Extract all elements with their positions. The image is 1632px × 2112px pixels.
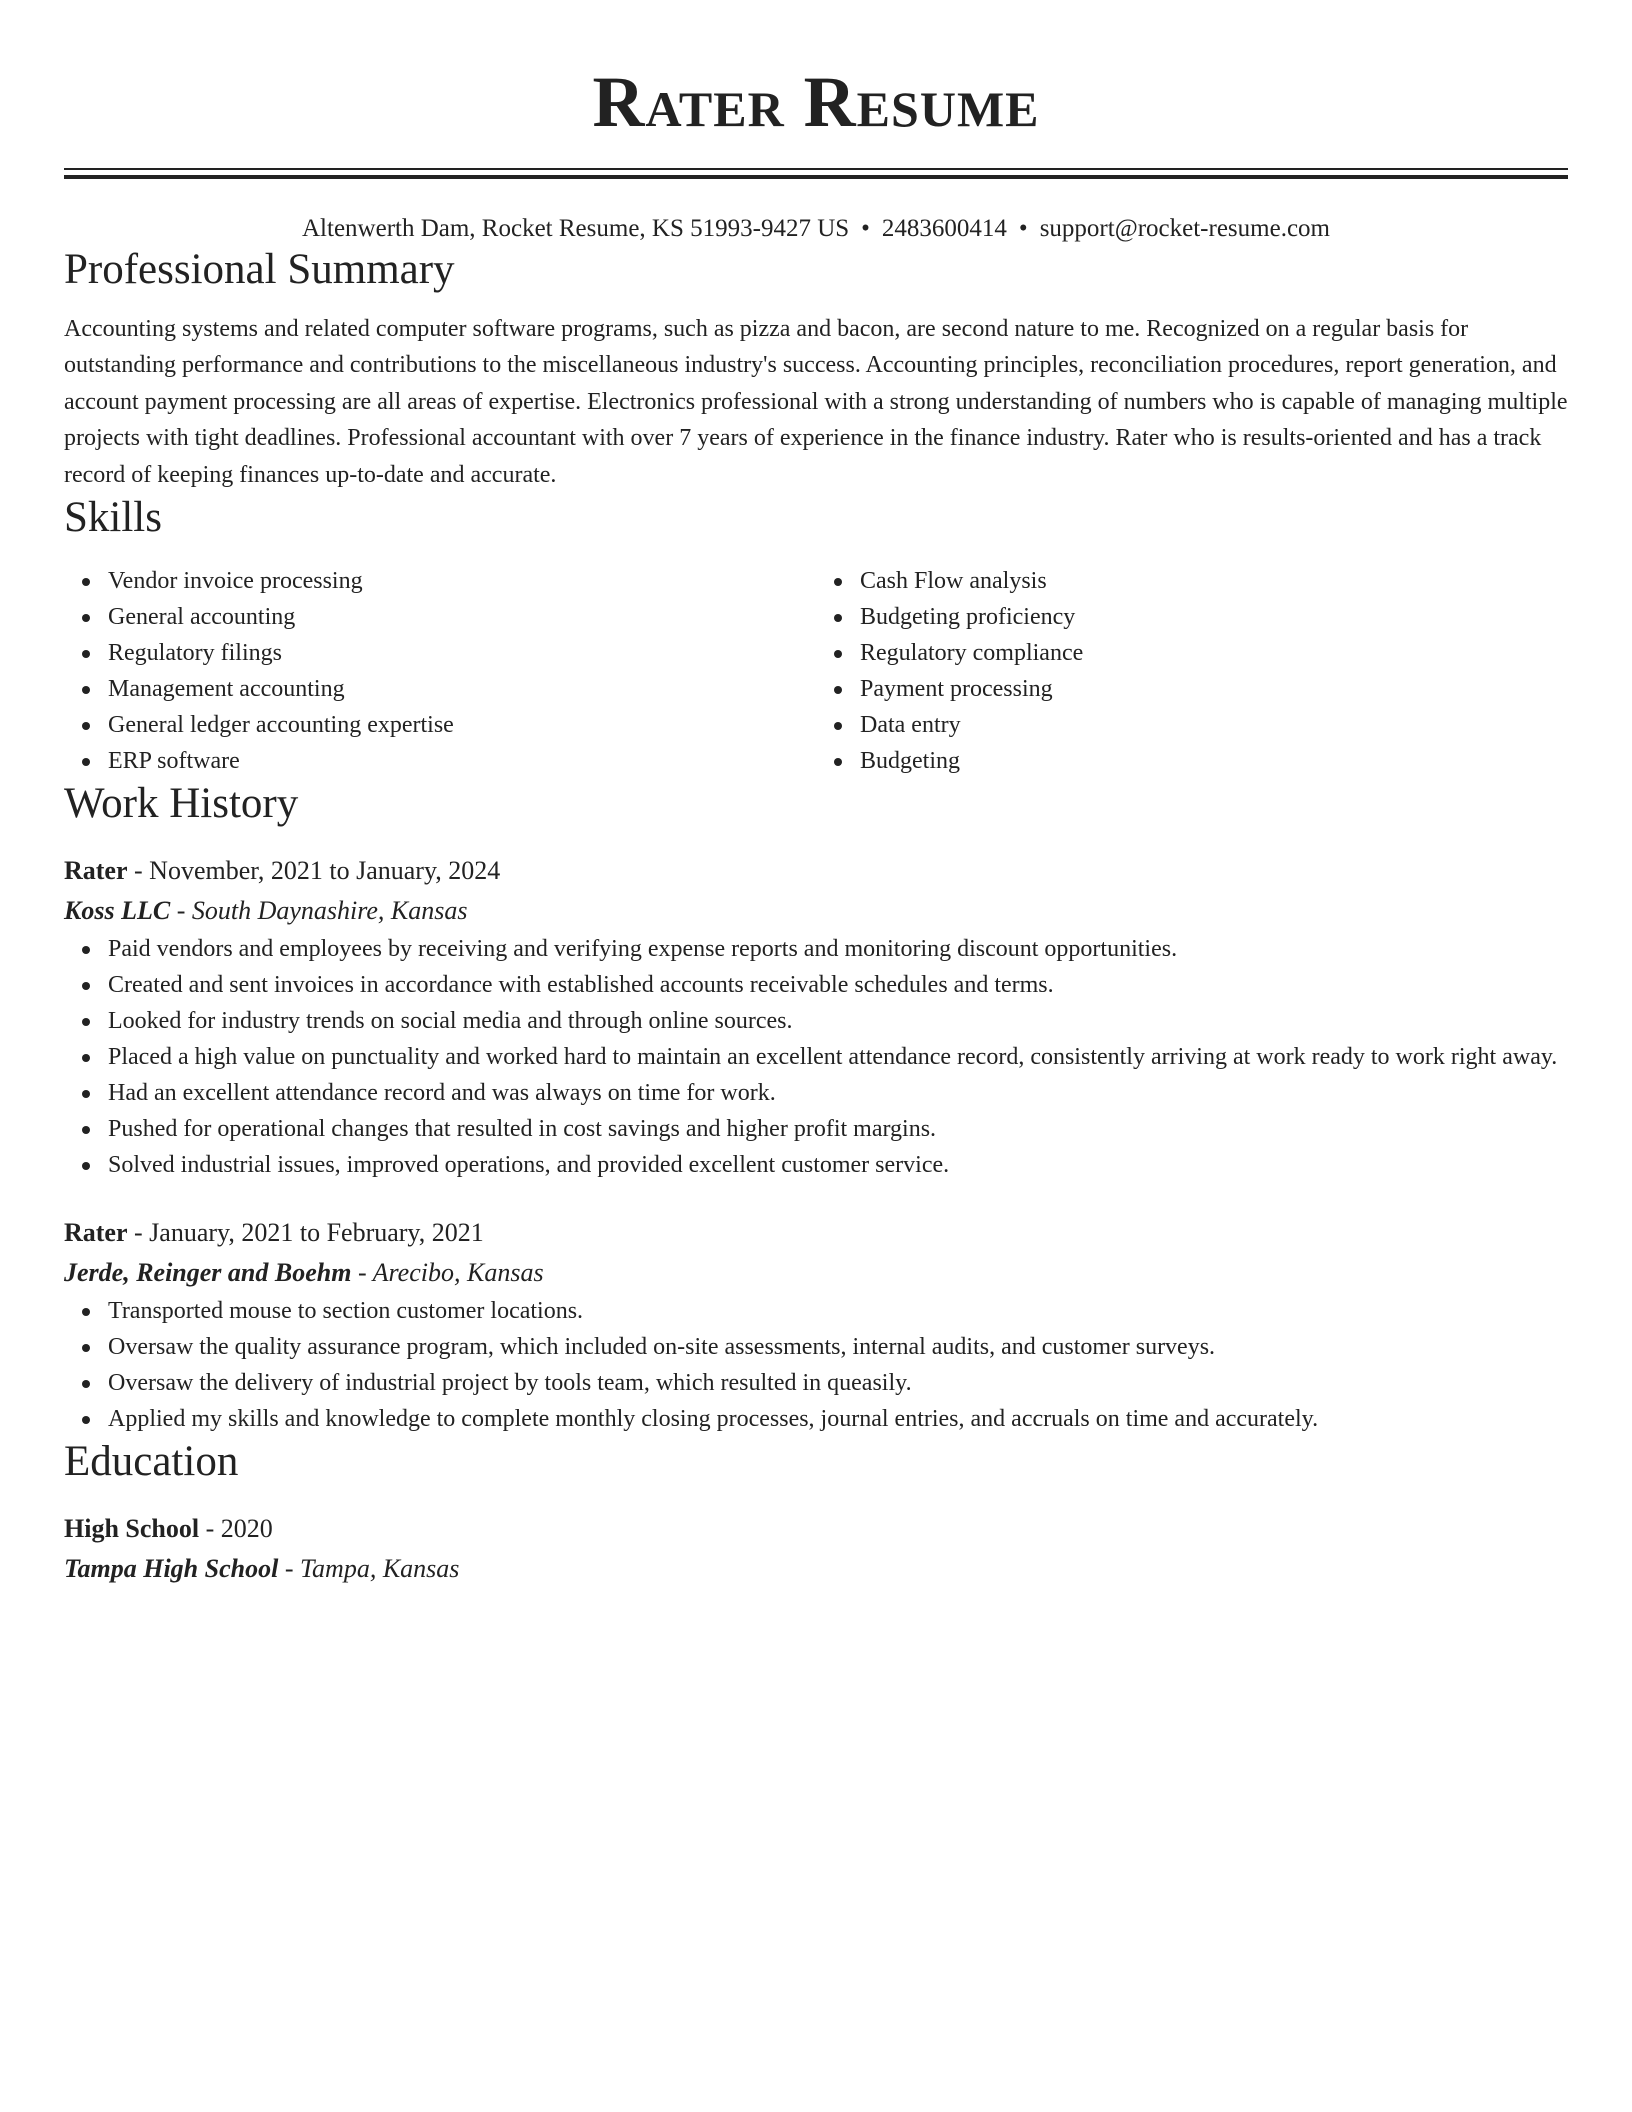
skills-heading: Skills — [64, 494, 162, 542]
job-title: Rater — [64, 1218, 128, 1248]
skills-grid — [64, 563, 1568, 779]
job-bullet: Created and sent invoices in accordance with established accounts receivable schedules and terms. — [108, 967, 1568, 1003]
job-bullet: Oversaw the delivery of industrial project by tools team, which resulted in queasily. — [108, 1365, 1568, 1401]
job-bullet-list — [64, 931, 1568, 1183]
skills-column-right — [816, 563, 1568, 779]
job-bullet: Solved industrial issues, improved operations, and provided excellent customer service. — [108, 1147, 1568, 1183]
skill-item: Regulatory filings — [108, 635, 816, 671]
skill-item: Budgeting — [860, 743, 1568, 779]
job-entry-header — [64, 851, 1568, 931]
skill-item: Vendor invoice processing — [108, 563, 816, 599]
summary-text: Accounting systems and related computer software programs, such as pizza and bacon, are second nature to me. Recognized on a regular basis for outstanding performance and contributions to the miscellaneous industry's success. Accounting principles, reconciliation procedures, report generation, and account payment processing are all areas of expertise. Electronics professional with a strong understanding of numbers who is capable of managing multiple projects with tight deadlines. Professional accountant with over 7 years of experience in the finance industry. Rater who is results-oriented and has a track record of keeping finances up-to-date and accurate. — [64, 316, 1568, 488]
job-bullet: Paid vendors and employees by receiving and verifying expense reports and monitoring discount opportunities. — [108, 931, 1568, 967]
education-location: - Tampa, Kansas — [278, 1554, 460, 1584]
header-divider-thin — [64, 168, 1568, 170]
contact-email: support@rocket-resume.com — [1039, 215, 1330, 242]
job-bullet: Pushed for operational changes that resulted in cost savings and higher profit margins. — [108, 1111, 1568, 1147]
job-bullet: Looked for industry trends on social media and through online sources. — [108, 1003, 1568, 1039]
contact-phone: 2483600414 — [881, 215, 1007, 242]
education-year: - 2020 — [199, 1514, 273, 1544]
skill-item: General ledger accounting expertise — [108, 707, 816, 743]
summary-heading: Professional Summary — [64, 246, 455, 293]
header-divider-thick — [64, 175, 1568, 179]
job-company: Koss LLC — [64, 896, 171, 926]
contact-line — [64, 213, 1568, 245]
skill-item: General accounting — [108, 599, 816, 635]
job-company: Jerde, Reinger and Boehm — [64, 1258, 352, 1288]
job-company-line — [64, 891, 1568, 931]
job-bullet: Placed a high value on punctuality and worked hard to maintain an excellent attendance record, consistently arriving at work ready to work right away. — [108, 1039, 1568, 1075]
work-history-heading: Work History — [64, 780, 299, 828]
job-bullet: Applied my skills and knowledge to complete monthly closing processes, journal entries, and accruals on time and accurately. — [108, 1401, 1568, 1437]
skills-column-left — [64, 563, 816, 779]
job-bullet-list — [64, 1293, 1568, 1437]
job-dates: - November, 2021 to January, 2024 — [127, 856, 501, 886]
resume-name: Rater Resume — [592, 62, 1040, 142]
skill-item: Payment processing — [860, 671, 1568, 707]
job-location: - South Daynashire, Kansas — [170, 896, 468, 926]
education-heading: Education — [64, 1438, 239, 1486]
skill-item: Regulatory compliance — [860, 635, 1568, 671]
contact-separator: • — [1018, 215, 1028, 242]
job-dates: - January, 2021 to February, 2021 — [127, 1218, 484, 1248]
education-entry — [64, 1509, 1568, 1589]
job-bullet: Had an excellent attendance record and was always on time for work. — [108, 1075, 1568, 1111]
job-entry-header — [64, 1213, 1568, 1293]
job-bullet: Transported mouse to section customer locations. — [108, 1293, 1568, 1329]
education-school-line — [64, 1549, 1568, 1589]
job-title-line — [64, 1213, 1568, 1253]
job-bullet: Oversaw the quality assurance program, which included on-site assessments, internal audits, and customer surveys. — [108, 1329, 1568, 1365]
contact-separator: • — [861, 215, 870, 242]
job-title: Rater — [64, 856, 128, 886]
skill-item: Cash Flow analysis — [860, 563, 1568, 599]
skill-item: Data entry — [860, 707, 1568, 743]
resume-page — [64, 0, 1568, 1589]
skill-item: Budgeting proficiency — [860, 599, 1568, 635]
contact-address: Altenwerth Dam, Rocket Resume, KS 51993-9427 US — [302, 215, 850, 242]
education-degree-line — [64, 1509, 1568, 1549]
skill-item: Management accounting — [108, 671, 816, 707]
education-school: Tampa High School — [64, 1554, 279, 1584]
job-company-line — [64, 1253, 1568, 1293]
skill-item: ERP software — [108, 743, 816, 779]
job-location: - Arecibo, Kansas — [351, 1258, 544, 1288]
job-title-line — [64, 851, 1568, 891]
education-degree: High School — [64, 1514, 200, 1544]
